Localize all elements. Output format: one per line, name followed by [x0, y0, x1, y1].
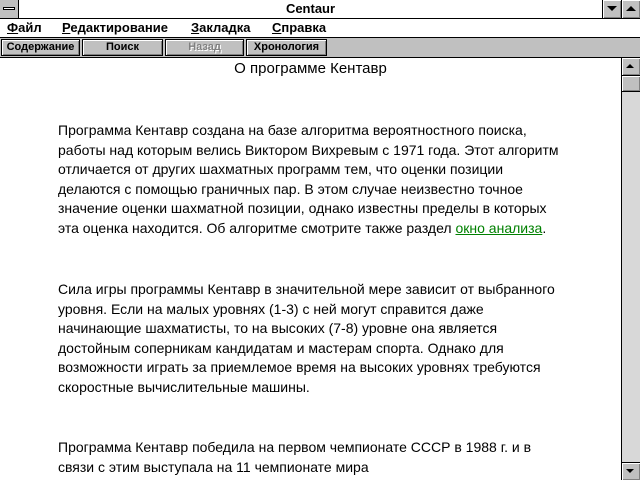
scroll-track[interactable] — [622, 92, 640, 462]
paragraph-3: Программа Кентавр победила на первом чемпионате СССР в 1988 г. и в связи с этим выступала на 11 чемпионате мира — [58, 439, 532, 475]
scroll-up-arrow-icon — [626, 64, 634, 68]
menu-bar — [0, 19, 640, 38]
analysis-window-link[interactable]: окно анализа — [455, 219, 543, 236]
menu-edit[interactable]: Редактирование — [62, 20, 168, 35]
paragraph-2: Сила игры программы Кентавр в значительной мере зависит от выбранного уровня. Если на малых уровнях (1-3) с ней могут справится даже начинающие шахматисты, то на высоких (7-8) уровне она является достойным соперникам кандидатам и мастерам спорта. Однако для возможности играть за приемлемое время на высоких уровнях требуются скоростные вычислительные машины. — [58, 281, 555, 395]
menu-bookmark[interactable]: Закладка — [191, 20, 251, 35]
menu-file[interactable]: Файл — [7, 20, 42, 35]
help-content — [0, 58, 621, 480]
scroll-thumb[interactable] — [622, 76, 640, 92]
scroll-up-button[interactable] — [622, 58, 640, 76]
title-bar[interactable] — [0, 0, 640, 19]
scroll-down-button[interactable] — [622, 462, 640, 480]
window-title: Centaur — [285, 1, 336, 16]
help-button-bar — [0, 38, 640, 58]
scroll-down-arrow-icon — [626, 469, 634, 473]
contents-button[interactable]: Содержание — [1, 39, 80, 56]
system-menu-icon[interactable] — [0, 0, 19, 18]
history-button[interactable]: Хронология — [246, 39, 327, 56]
minimize-arrow-icon — [607, 6, 617, 11]
menu-help[interactable]: Справка — [272, 20, 327, 35]
maximize-button[interactable] — [621, 0, 640, 18]
vertical-scrollbar[interactable] — [621, 58, 640, 480]
maximize-arrow-icon — [626, 6, 636, 11]
page-title: О программе Кентавр — [234, 60, 387, 77]
minimize-button[interactable] — [602, 0, 621, 18]
search-button[interactable]: Поиск — [82, 39, 163, 56]
back-button[interactable]: Назад — [165, 39, 244, 56]
paragraph-1: Программа Кентавр создана на базе алгоритма вероятностного поиска, работы над которым велись Виктором Вихревым с 1971 года. Этот алгоритм отличается от других шахматных программ тем, что оценки позиции делаются с помощью граничных пар. В этом случае неизвестно точное значение оценки шахматной позиции, однако известны пределы в которых эта оценка находится. Об алгоритме смотрите также раздел окно анализа. — [58, 122, 559, 236]
